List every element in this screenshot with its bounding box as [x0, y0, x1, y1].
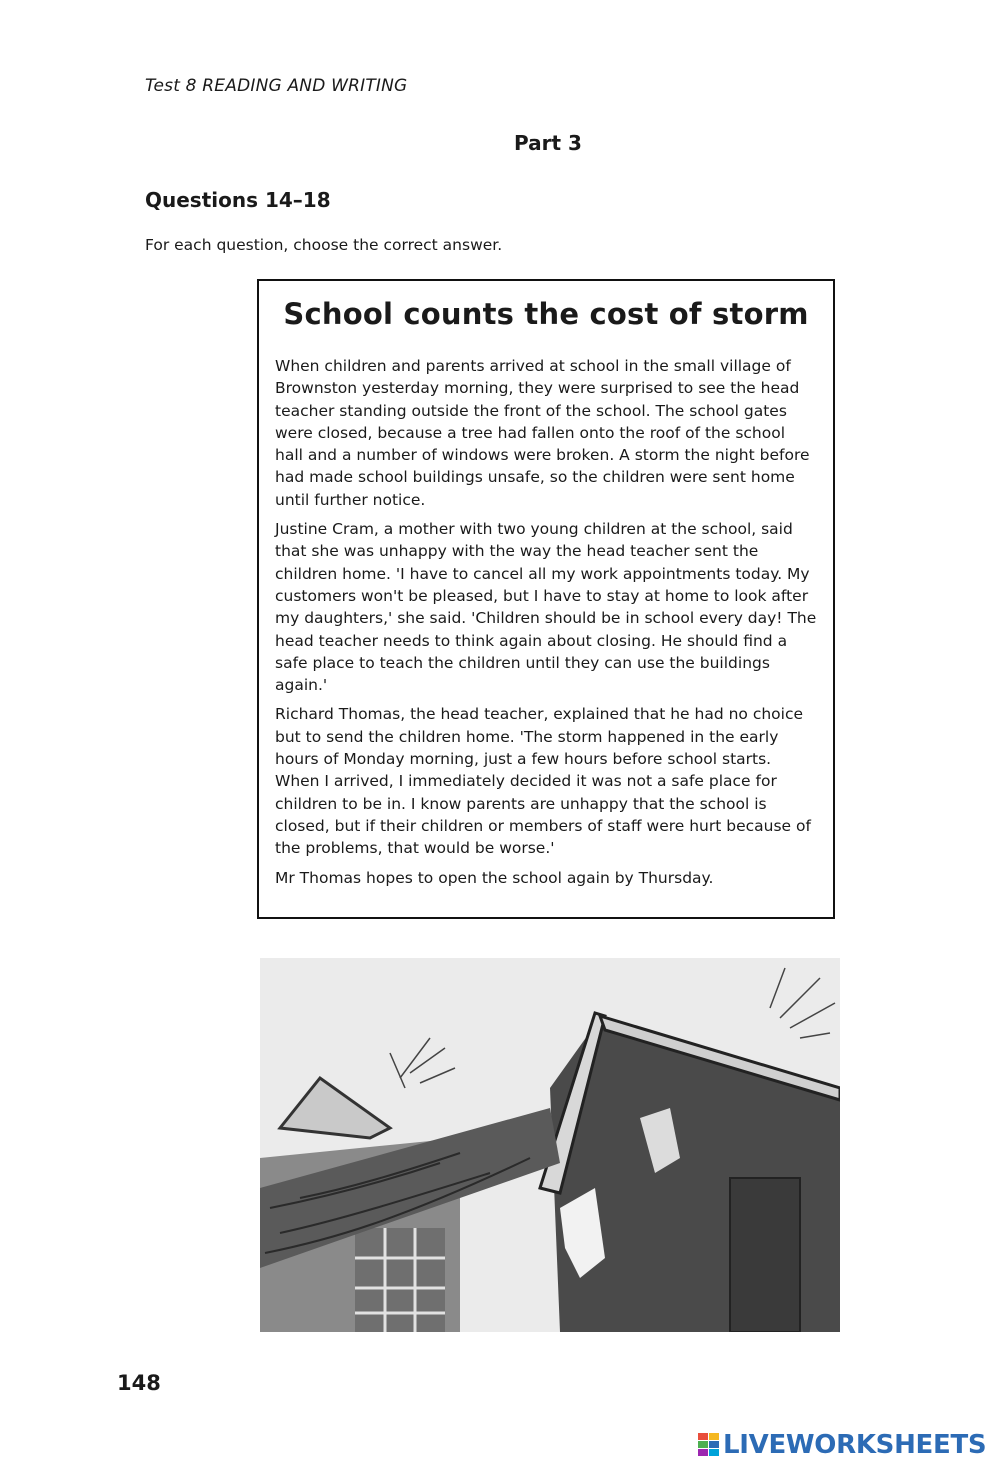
brand-text: LIVEWORKSHEETS — [723, 1430, 987, 1460]
page-number: 148 — [117, 1371, 161, 1395]
liveworksheets-logo-icon — [698, 1431, 720, 1459]
article-headline: School counts the cost of storm — [283, 297, 809, 331]
article-box — [257, 279, 835, 919]
liveworksheets-brand[interactable] — [698, 1428, 986, 1462]
part-title: Part 3 — [514, 131, 582, 155]
instruction-text: For each question, choose the correct answer. — [145, 236, 503, 254]
questions-heading: Questions 14–18 — [145, 188, 331, 212]
fallen-tree-photo — [260, 958, 840, 1332]
running-header: Test 8 READING AND WRITING — [145, 76, 408, 96]
article-paragraph-2: Justine Cram, a mother with two young children at the school, said that she was unhappy with the way the head teacher sent the children home. 'I have to cancel all my work appointments today. My customers won't be pleased, but I have to stay at home to look after my daughters,' she said. 'Children should be in school every day! The head teacher needs to think again about closing. He should find a safe place to teach the children until they can use the buildings again.' — [275, 520, 817, 695]
article-paragraph-4: Mr Thomas hopes to open the school again by Thursday. — [275, 868, 714, 887]
article-paragraph-3: Richard Thomas, the head teacher, explained that he had no choice but to send the children home. 'The storm happened in the early hours of Monday morning, just a few hours before school starts. When I arrived, I immediately decided it was not a safe place for children to be in. I know parents are unhappy that the school is closed, but if their children or members of staff were hurt because of the problems, that would be worse.' — [275, 705, 811, 858]
article-paragraph-1: When children and parents arrived at school in the small village of Brownston yesterday morning, they were surprised to see the head teacher standing outside the front of the school. The school gates were closed, because a tree had fallen onto the roof of the school hall and a number of windows were broken. A storm the night before had made school buildings unsafe, so the children were sent home until further notice. — [275, 357, 810, 509]
